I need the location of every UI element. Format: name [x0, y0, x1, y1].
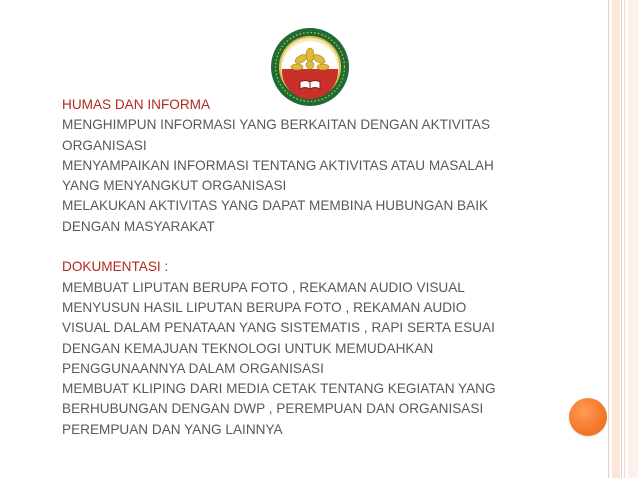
dokumentasi-heading: DOKUMENTASI : [62, 259, 169, 275]
dokumentasi-line: VISUAL DALAM PENATAAN YANG SISTEMATIS , RAPI SERTA ESUAI [62, 320, 495, 336]
decor-stripe [612, 0, 620, 478]
humas-line: MENGHIMPUN INFORMASI YANG BERKAITAN DENGAN AKTIVITAS [62, 117, 491, 133]
humas-line: ORGANISASI [62, 137, 147, 153]
humas-heading: HUMAS DAN INFORMA [62, 97, 211, 112]
humas-line: YANG MENYANGKUT ORGANISASI [62, 178, 287, 194]
decor-stripe [624, 0, 625, 478]
dokumentasi-line: PENGGUNAANNYA DALAM ORGANISASI [62, 360, 324, 376]
decor-stripe [608, 0, 609, 478]
dokumentasi-line: PEREMPUAN DAN YANG LAINNYA [62, 421, 283, 437]
dokumentasi-line: MEMBUAT KLIPING DARI MEDIA CETAK TENTANG KEGIATAN YANG [62, 381, 496, 397]
dokumentasi-line: MENYUSUN HASIL LIPUTAN BERUPA FOTO , REKAMAN AUDIO [62, 299, 467, 315]
dokumentasi-line: DENGAN KEMAJUAN TEKNOLOGI UNTUK MEMUDAHKAN [62, 340, 434, 356]
decor-stripe [621, 0, 622, 478]
humas-line: MELAKUKAN AKTIVITAS YANG DAPAT MEMBINA HUBUNGAN BAIK [62, 198, 489, 214]
slide-body [62, 95, 562, 440]
dokumentasi-line: MEMBUAT LIPUTAN BERUPA FOTO , REKAMAN AUDIO VISUAL [62, 279, 465, 295]
humas-line: DENGAN MASYARAKAT [62, 218, 215, 234]
dokumentasi-line: BERHUBUNGAN DENGAN DWP , PEREMPUAN DAN ORGANISASI [62, 401, 484, 417]
orange-circle-icon [569, 398, 607, 436]
spacer [62, 237, 562, 257]
decor-stripe [628, 0, 638, 478]
humas-line: MENYAMPAIKAN INFORMASI TENTANG AKTIVITAS ATAU MASALAH [62, 157, 494, 173]
